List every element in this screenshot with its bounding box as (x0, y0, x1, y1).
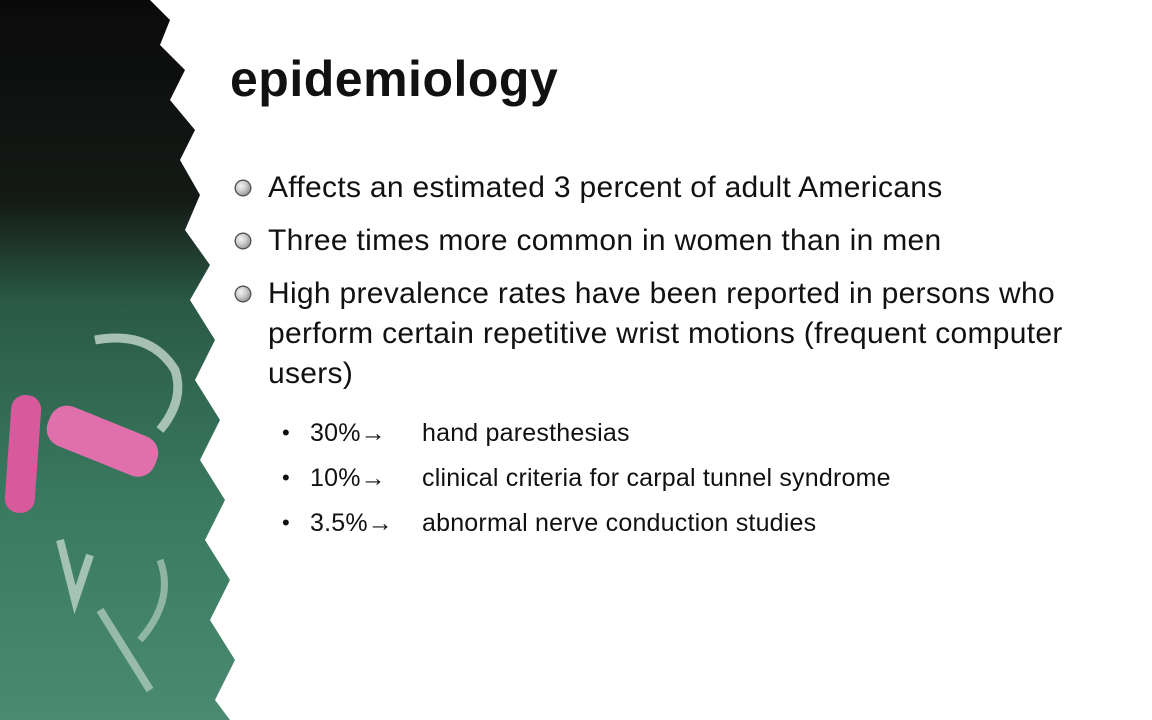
bullet-text: Affects an estimated 3 percent of adult Americans (268, 171, 943, 204)
chalkboard-decoration (0, 0, 260, 720)
bullet-marker-icon (236, 287, 250, 301)
sub-bullet-percent (310, 461, 422, 495)
sub-bullet-percent (310, 506, 422, 540)
percent-value: 30% (310, 419, 361, 447)
bullet-marker-icon (236, 234, 250, 248)
sub-bullet-text: abnormal nerve conduction studies (422, 509, 817, 537)
arrow-right-icon: → (360, 464, 386, 492)
sub-bullet-item (236, 461, 1116, 495)
bullet-item (236, 168, 1116, 208)
bullet-text: High prevalence rates have been reported in persons who perform certain repetitive wrist motions (frequent computer users) (268, 277, 1063, 390)
arrow-right-icon: → (367, 509, 393, 537)
bullet-dot-icon: • (282, 465, 290, 490)
bullet-item (236, 221, 1116, 261)
bullet-list (236, 168, 1116, 551)
sub-bullet-item (236, 416, 1116, 450)
bullet-dot-icon: • (282, 420, 290, 445)
arrow-right-icon: → (360, 419, 386, 447)
bullet-text: Three times more common in women than in men (268, 224, 942, 257)
bullet-item (236, 274, 1116, 394)
chalkboard-background (0, 0, 235, 720)
sub-bullet-text: hand paresthesias (422, 419, 630, 447)
bullet-marker-icon (236, 181, 250, 195)
percent-value: 3.5% (310, 509, 368, 537)
sub-bullet-item (236, 506, 1116, 540)
percent-value: 10% (310, 464, 361, 492)
slide-title: epidemiology (230, 51, 559, 107)
sub-bullet-text: clinical criteria for carpal tunnel syndrome (422, 464, 891, 492)
sub-bullet-percent (310, 416, 422, 450)
bullet-dot-icon: • (282, 510, 290, 535)
